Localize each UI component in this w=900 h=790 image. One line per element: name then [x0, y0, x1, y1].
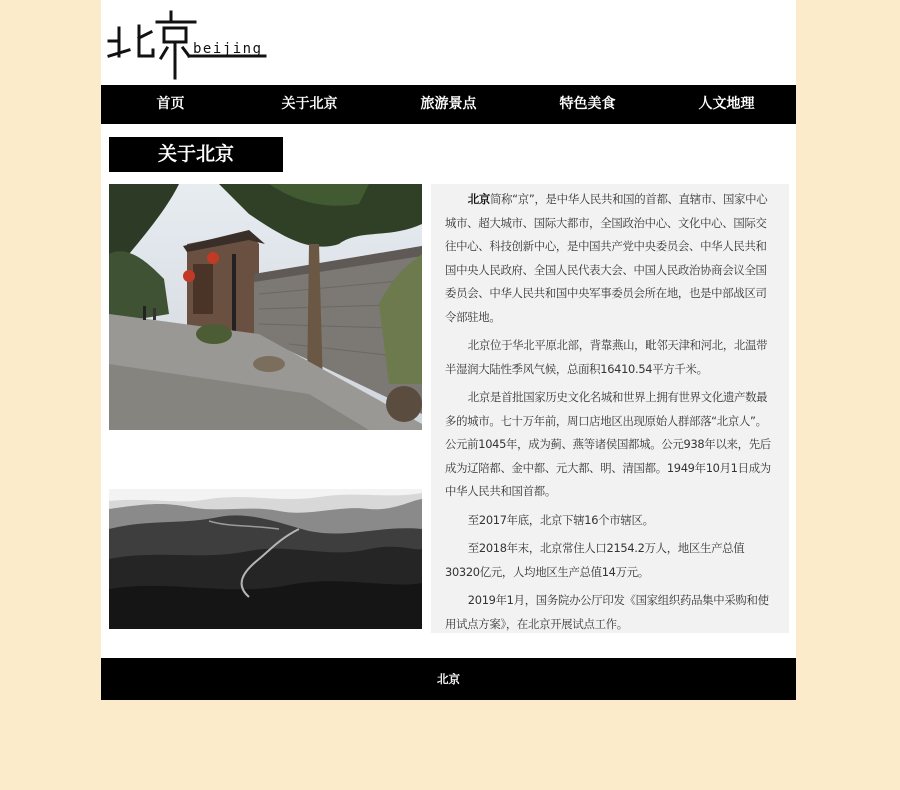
nav-item-about[interactable]: 关于北京	[281, 96, 338, 112]
nav-item-food[interactable]: 特色美食	[559, 96, 616, 112]
article-text	[431, 184, 789, 633]
section-title: 关于北京	[109, 137, 283, 172]
beijing-logo[interactable]	[107, 10, 269, 80]
nav-item-attractions[interactable]: 旅游景点	[420, 96, 477, 112]
paragraph-5: 至2018年末，北京常住人口2154.2万人，地区生产总值30320亿元，人均地区生产总值14万元。	[445, 541, 745, 579]
paragraph-1-lead: 北京	[467, 192, 490, 206]
paragraph-3: 北京是首批国家历史文化名城和世界上拥有世界文化遗产数最多的城市。七十万年前，周口店地区出现原始人群部落“北京人”。公元前1045年，成为蓟、燕等诸侯国都城。公元938年以来，先后成为辽陪都、金中都、元大都、明、清国都。1949年10月1日成为中华人民共和国首都。	[445, 390, 771, 498]
paragraph-1	[445, 188, 776, 329]
nav-item-home[interactable]: 首页	[156, 96, 185, 112]
main-nav	[101, 85, 796, 124]
hutong-street-photo	[109, 184, 422, 430]
paragraph-2: 北京位于华北平原北部，背靠燕山，毗邻天津和河北，北温带半湿润大陆性季风气候，总面积16410.54平方千米。	[445, 338, 768, 376]
paragraph-6: 2019年1月，国务院办公厅印发《国家组织药品集中采购和使用试点方案》，在北京开展试点工作。	[445, 593, 769, 631]
page-container	[101, 0, 796, 700]
paragraph-4: 至2017年底，北京下辖16个市辖区。	[467, 512, 654, 527]
nav-item-geography[interactable]: 人文地理	[698, 96, 755, 112]
logo-latin-text: beijing	[193, 41, 263, 57]
paragraph-1-body: 简称“京”，是中华人民共和国的首都、直辖市、国家中心城市、超大城市、国际大都市，全国政治中心、文化中心、国际交往中心、科技创新中心，是中国共产党中央委员会、中华人民共和国中央人民政府、全国人民代表大会、中国人民政治协商会议全国委员会、中华人民共和国中央军事委员会所在地，也是中部战区司令部驻地。	[445, 192, 768, 324]
great-wall-photo	[109, 489, 422, 629]
footer: 北京	[101, 658, 796, 700]
